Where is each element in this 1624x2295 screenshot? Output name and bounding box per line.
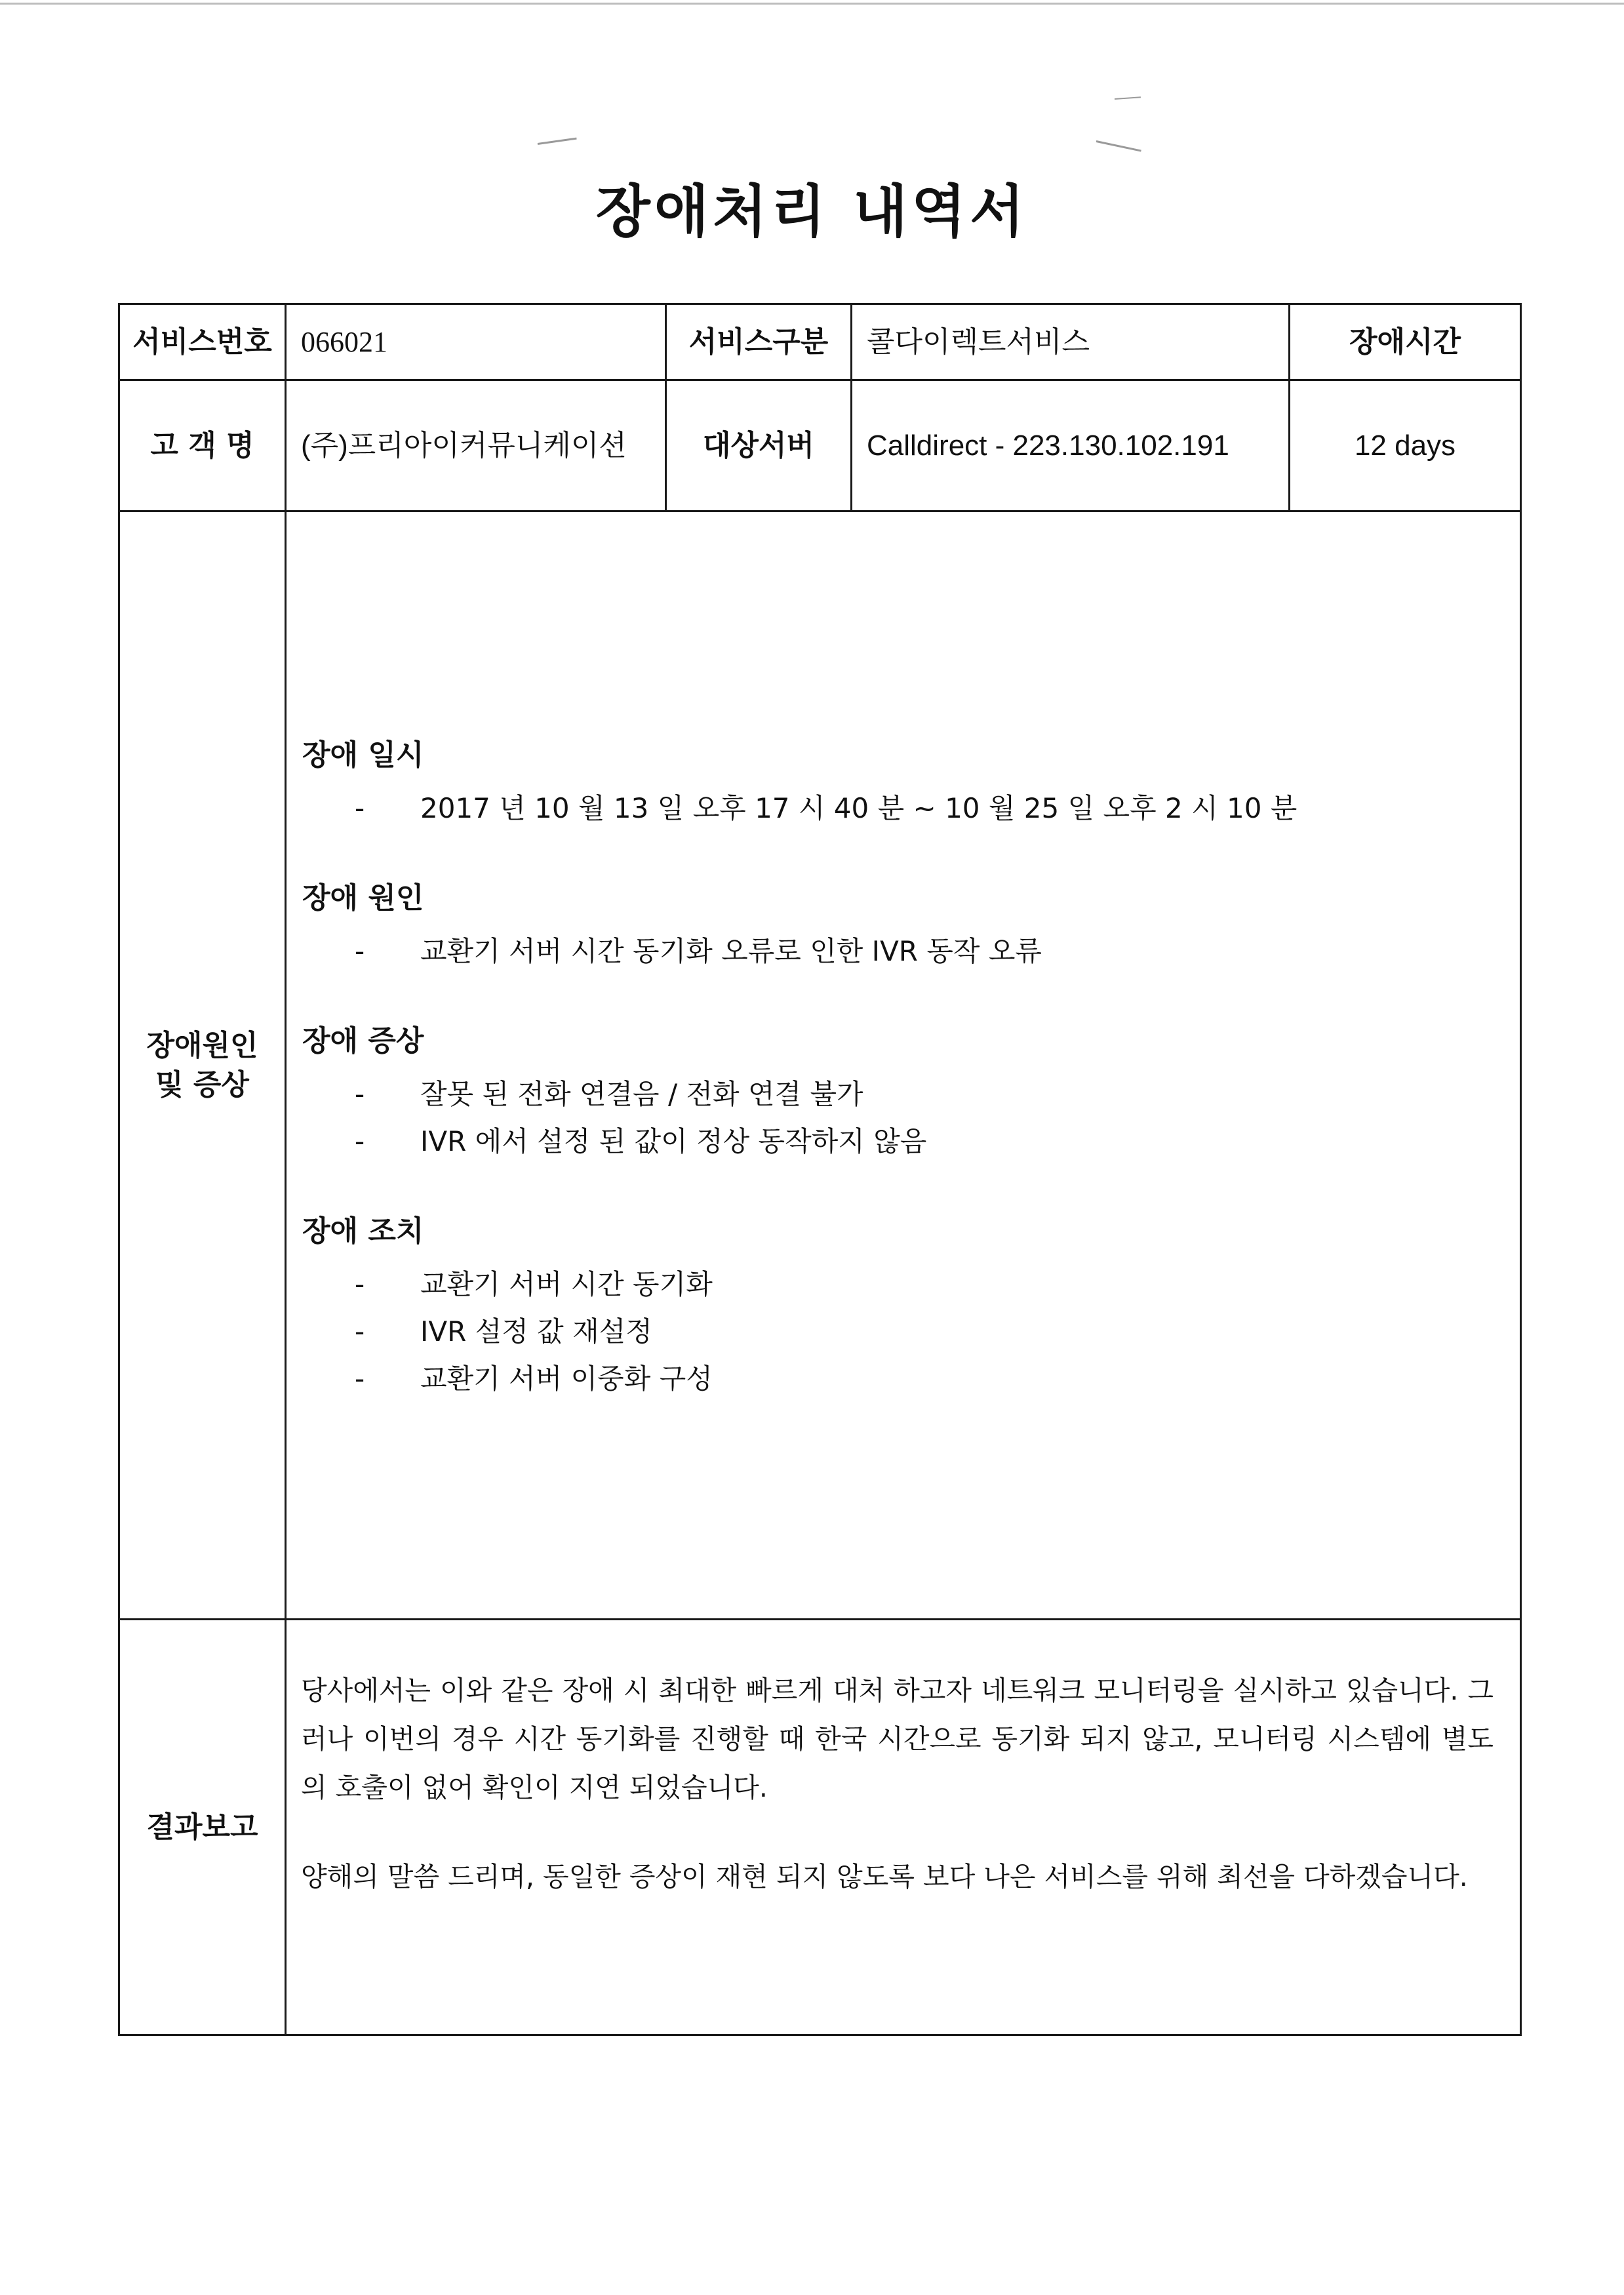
list-item: - 교환기 서버 시간 동기화 xyxy=(355,1268,713,1300)
target-server-label: 대상서버 xyxy=(666,380,852,511)
list-item: - 교환기 서버 이중화 구성 xyxy=(355,1363,713,1395)
table-row xyxy=(119,304,1521,380)
table-row xyxy=(119,1620,1521,2035)
cause-symptom-label xyxy=(119,511,286,1620)
section-heading: 장애 증상 xyxy=(302,1024,424,1058)
outage-datetime-section xyxy=(302,735,1494,832)
target-server-value: Calldirect - 223.130.102.191 xyxy=(852,380,1290,511)
list-item: - IVR 에서 설정 된 값이 정상 동작하지 않음 xyxy=(355,1125,927,1157)
scan-mark-right-small xyxy=(1115,96,1141,100)
outage-symptom-section xyxy=(302,1021,1494,1165)
customer-value: (주)프리아이커뮤니케이션 xyxy=(286,380,666,511)
section-heading: 장애 원인 xyxy=(302,881,424,915)
report-paragraph: 당사에서는 이와 같은 장애 시 최대한 빠르게 대처 하고자 네트워크 모니터링을 실시하고 있습니다. 그러나 이번의 경우 시간 동기화를 진행할 때 한국 시간으로 동기화 되지 않고, 모니터링 시스템에 별도의 호출이 없어 확인이 지연 되었습니다. xyxy=(301,1675,1494,1803)
cause-label-line1: 장애원인 xyxy=(146,1028,258,1062)
customer-label: 고 객 명 xyxy=(119,380,286,511)
outage-cause-section xyxy=(302,878,1494,975)
outage-action-section xyxy=(302,1211,1494,1403)
scan-mark-left xyxy=(538,138,577,145)
outage-time-label: 장애시간 xyxy=(1290,304,1521,380)
scan-top-edge xyxy=(0,3,1624,5)
section-heading: 장애 조치 xyxy=(302,1214,424,1248)
list-item: - IVR 설정 값 재설정 xyxy=(355,1315,652,1347)
service-no-label: 서비스번호 xyxy=(119,304,286,380)
section-heading: 장애 일시 xyxy=(302,738,424,772)
report-paragraph: 양해의 말씀 드리며, 동일한 증상이 재현 되지 않도록 보다 나은 서비스를 위해 최선을 다하겠습니다. xyxy=(301,1861,1468,1892)
service-type-label: 서비스구분 xyxy=(666,304,852,380)
document-title: 장애처리 내역서 xyxy=(595,179,1029,245)
table-row xyxy=(119,511,1521,1620)
service-type-value: 콜다이렉트서비스 xyxy=(852,304,1290,380)
cause-symptom-content xyxy=(286,511,1521,1620)
incident-report-table xyxy=(118,303,1522,2036)
list-item: - 잘못 된 전화 연결음 / 전화 연결 불가 xyxy=(355,1078,863,1110)
table-row xyxy=(119,380,1521,511)
outage-time-value: 12 days xyxy=(1290,380,1521,511)
list-item: - 교환기 서버 시간 동기화 오류로 인한 IVR 동작 오류 xyxy=(355,935,1042,967)
result-report-content xyxy=(286,1620,1521,2035)
result-report-label: 결과보고 xyxy=(119,1620,286,2035)
scan-mark-right xyxy=(1096,140,1141,151)
list-item: - 2017 년 10 월 13 일 오후 17 시 40 분 ~ 10 월 25 일 오후 2 시 10 분 xyxy=(355,792,1297,824)
cause-label-line2: 및 증상 xyxy=(155,1068,249,1102)
service-no-value: 066021 xyxy=(286,304,666,380)
